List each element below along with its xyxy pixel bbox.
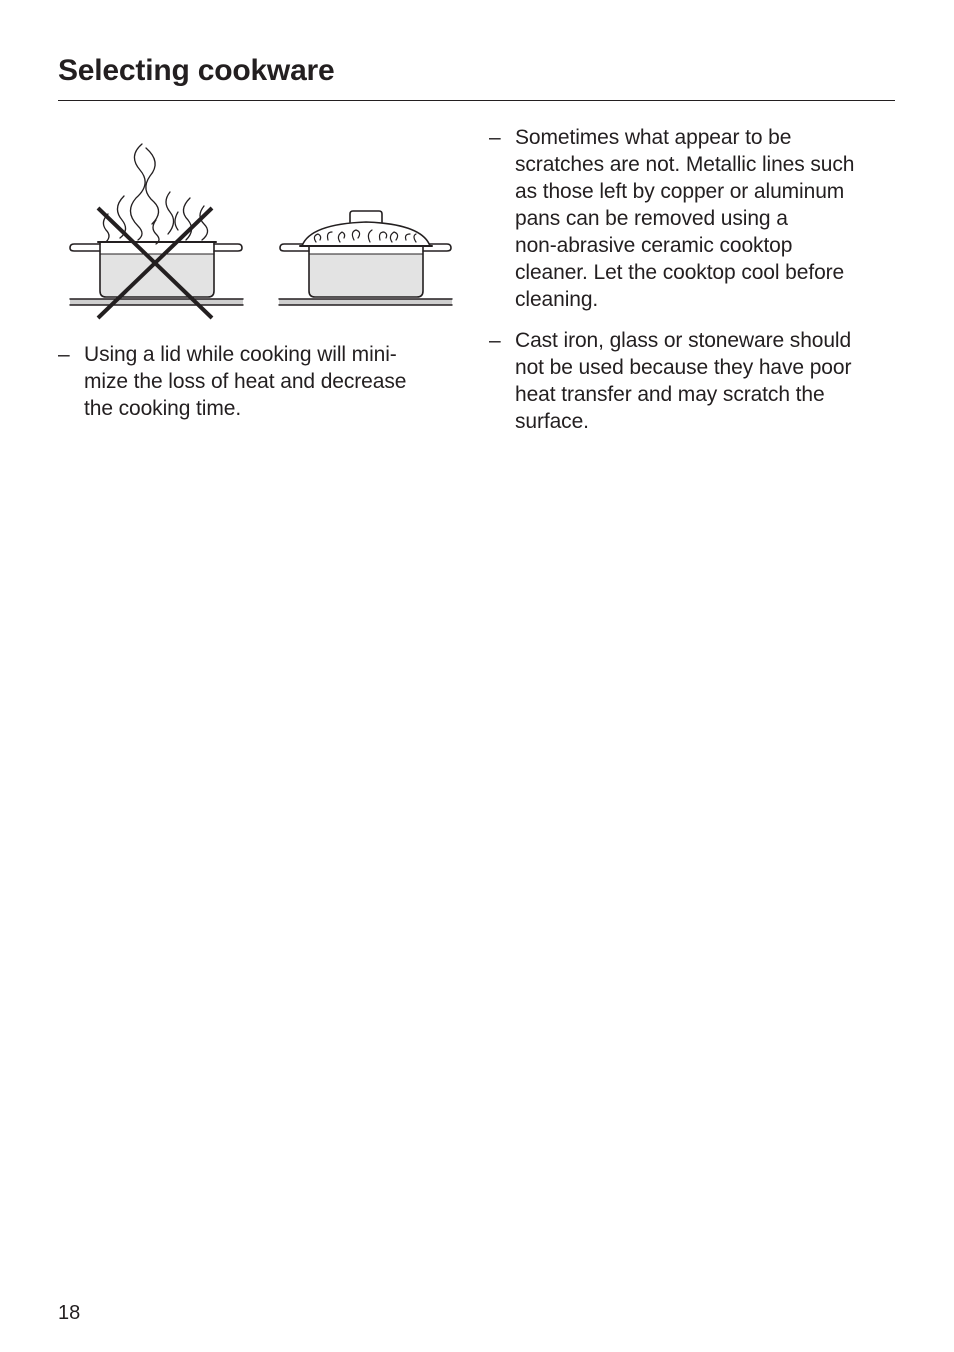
- bullet-text: [515, 124, 899, 313]
- page-title: Selecting cookware: [58, 54, 335, 87]
- bullet-text: [84, 341, 458, 422]
- bullet-text: [515, 327, 899, 435]
- bullet-dash: –: [489, 329, 501, 352]
- text-line: Cast iron, glass or stoneware should: [515, 329, 852, 352]
- text-line: the cooking time.: [84, 397, 242, 420]
- title-divider: [58, 100, 895, 101]
- list-item-materials-tip: [489, 327, 899, 435]
- text-line: Sometimes what appear to be: [515, 126, 792, 149]
- covered-pot-icon: [279, 211, 452, 305]
- list-item-lid-tip: [58, 341, 458, 422]
- bullet-dash: –: [489, 126, 501, 149]
- text-line: pans can be removed using a: [515, 207, 788, 230]
- text-line: non-abrasive ceramic cooktop: [515, 234, 793, 257]
- list-item-scratches-tip: [489, 124, 899, 313]
- text-line: Using a lid while cooking will mini-: [84, 343, 397, 366]
- text-line: heat transfer and may scratch the: [515, 383, 825, 406]
- text-line: as those left by copper or aluminum: [515, 180, 845, 203]
- bullet-dash: –: [58, 343, 70, 366]
- cookware-illustration: [66, 140, 456, 325]
- text-line: not be used because they have poor: [515, 356, 852, 379]
- text-line: cleaner. Let the cooktop cool before: [515, 261, 845, 284]
- text-line: cleaning.: [515, 288, 599, 311]
- text-line: surface.: [515, 410, 589, 433]
- text-line: mize the loss of heat and decrease: [84, 370, 407, 393]
- text-line: scratches are not. Metallic lines such: [515, 153, 855, 176]
- uncovered-pot-icon: [70, 144, 243, 305]
- page-number: 18: [58, 1302, 81, 1324]
